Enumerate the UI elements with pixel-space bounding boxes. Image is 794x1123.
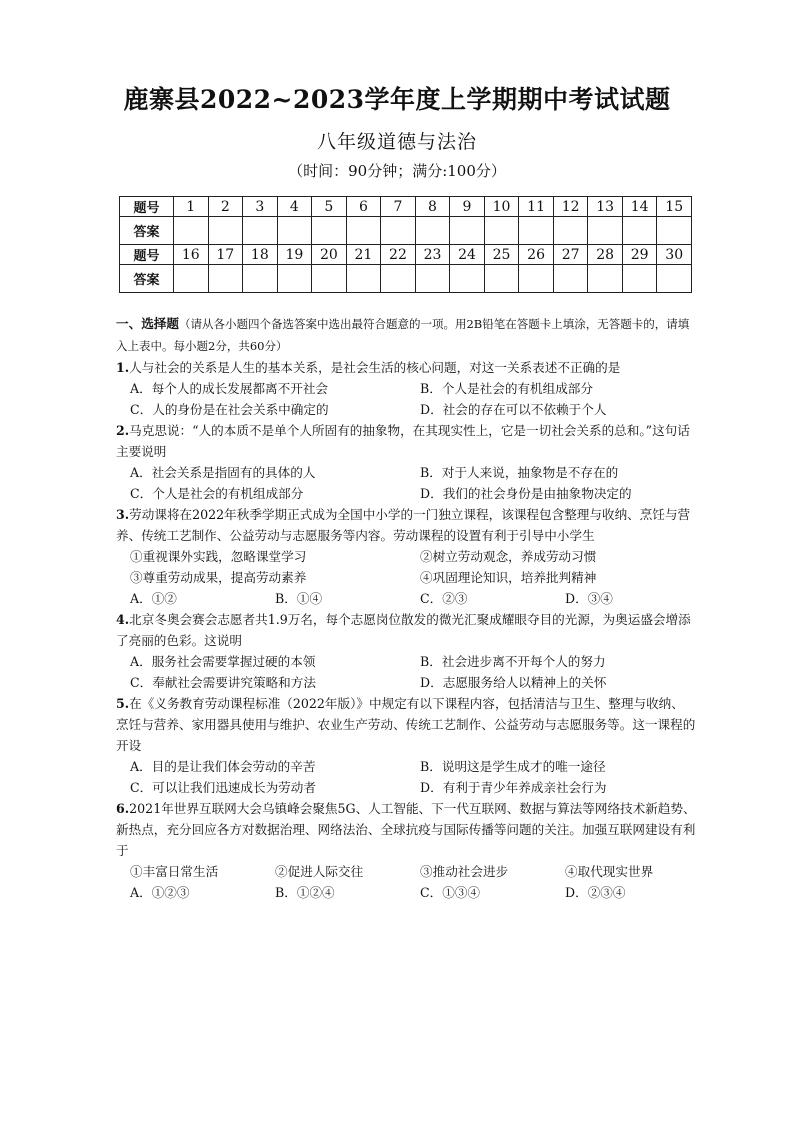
option-a[interactable]: A．目的是让我们体会劳动的辛苦 — [130, 759, 316, 774]
answer-cell[interactable] — [208, 217, 243, 245]
question-number-cell: 6 — [346, 197, 381, 217]
question-number-cell: 24 — [450, 245, 485, 265]
question-number-cell: 27 — [553, 245, 588, 265]
statement-list — [116, 546, 696, 588]
answer-cell[interactable] — [312, 217, 347, 245]
statement-item: ②树立劳动观念，养成劳动习惯 — [420, 549, 597, 564]
answer-cell[interactable] — [208, 265, 243, 293]
question-number-cell: 26 — [519, 245, 554, 265]
statement-item: ④巩固理论知识，培养批判精神 — [420, 570, 597, 585]
option-list — [116, 756, 696, 798]
answer-table-number-row — [120, 197, 692, 217]
question-4 — [116, 609, 696, 693]
option-c[interactable]: C．①③④ — [420, 885, 481, 900]
exam-subject: 八年级道德与法治 — [316, 131, 477, 153]
question-number-cell: 7 — [381, 197, 416, 217]
answer-table-answer-row — [120, 265, 692, 293]
statement-list — [116, 861, 696, 882]
option-b[interactable]: B．①②④ — [275, 885, 335, 900]
option-c[interactable]: C．可以让我们迅速成长为劳动者 — [130, 780, 316, 795]
statement-item: ①丰富日常生活 — [130, 864, 219, 879]
option-list — [116, 882, 696, 903]
question-text: 在《义务教育劳动课程标准（2022年版）》中规定有以下课程内容，包括清洁与卫生、整理与收纳、烹饪与营养、家用器具使用与维护、农业生产劳动、传统工艺制作、公益劳动与志愿服务等。这一课程的开设 — [116, 696, 696, 753]
option-b[interactable]: B．对于人来说，抽象物是不存在的 — [420, 465, 619, 480]
question-number-cell: 1 — [174, 197, 209, 217]
question-number-cell: 5 — [312, 197, 347, 217]
question-number-cell: 4 — [277, 197, 312, 217]
row-label-answer: 答案 — [120, 265, 174, 293]
question-number-cell: 12 — [553, 197, 588, 217]
question-number: 1. — [116, 360, 130, 375]
option-list — [116, 588, 696, 609]
answer-cell[interactable] — [484, 265, 519, 293]
option-a[interactable]: A．服务社会需要掌握过硬的本领 — [130, 654, 316, 669]
question-number: 4. — [116, 612, 130, 627]
question-stem — [116, 609, 696, 651]
answer-cell[interactable] — [657, 217, 692, 245]
answer-cell[interactable] — [622, 217, 657, 245]
question-5 — [116, 693, 696, 798]
option-d[interactable]: D．有利于青少年养成亲社会行为 — [420, 780, 607, 795]
row-label-answer: 答案 — [120, 217, 174, 245]
answer-cell[interactable] — [657, 265, 692, 293]
statement-item: ①重视课外实践，忽略课堂学习 — [130, 549, 307, 564]
question-number: 6. — [116, 801, 130, 816]
row-label-number: 题号 — [120, 245, 174, 265]
option-list — [116, 651, 696, 693]
answer-cell[interactable] — [484, 217, 519, 245]
question-number-cell: 30 — [657, 245, 692, 265]
question-number-cell: 10 — [484, 197, 519, 217]
question-3 — [116, 504, 696, 609]
exam-content — [116, 313, 696, 903]
answer-table-number-row — [120, 245, 692, 265]
question-number-cell: 3 — [243, 197, 278, 217]
question-number-cell: 28 — [588, 245, 623, 265]
answer-cell[interactable] — [519, 217, 554, 245]
answer-cell[interactable] — [450, 265, 485, 293]
answer-cell[interactable] — [553, 265, 588, 293]
question-number-cell: 9 — [450, 197, 485, 217]
question-1 — [116, 357, 696, 420]
option-c[interactable]: C．个人是社会的有机组成部分 — [130, 486, 304, 501]
question-stem — [116, 693, 696, 756]
question-number-cell: 13 — [588, 197, 623, 217]
answer-cell[interactable] — [381, 265, 416, 293]
answer-cell[interactable] — [519, 265, 554, 293]
statement-item: ④取代现实世界 — [565, 864, 654, 879]
option-b[interactable]: B．说明这是学生成才的唯一途径 — [420, 759, 606, 774]
exam-time-score: （时间：90分钟；满分:100分） — [288, 162, 506, 180]
question-6 — [116, 798, 696, 903]
question-stem — [116, 798, 696, 861]
question-stem — [116, 504, 696, 546]
option-a[interactable]: A．每个人的成长发展都离不开社会 — [130, 381, 329, 396]
question-2 — [116, 420, 696, 504]
option-b[interactable]: B．个人是社会的有机组成部分 — [420, 381, 593, 396]
question-number-cell: 29 — [622, 245, 657, 265]
answer-cell[interactable] — [243, 265, 278, 293]
answer-cell[interactable] — [174, 217, 209, 245]
option-a[interactable]: A．①②③ — [130, 885, 190, 900]
section-title: 一、选择题 — [116, 316, 179, 331]
statement-item: ③推动社会进步 — [420, 864, 509, 879]
question-number-cell: 20 — [312, 245, 347, 265]
option-d[interactable]: D．志愿服务给人以精神上的关怀 — [420, 675, 607, 690]
answer-cell[interactable] — [381, 217, 416, 245]
option-a[interactable]: A．社会关系是指固有的具体的人 — [130, 465, 316, 480]
option-list — [116, 378, 696, 420]
row-label-number: 题号 — [120, 197, 174, 217]
option-b[interactable]: B．①④ — [275, 591, 323, 606]
question-number: 5. — [116, 696, 130, 711]
question-number: 3. — [116, 507, 130, 522]
question-number-cell: 8 — [415, 197, 450, 217]
answer-cell[interactable] — [312, 265, 347, 293]
question-number-cell: 14 — [622, 197, 657, 217]
question-number-cell: 15 — [657, 197, 692, 217]
question-text: 北京冬奥会赛会志愿者共1.9万名，每个志愿岗位散发的微光汇聚成耀眼夺目的光源，为奥运盛会增添了亮丽的色彩。这说明 — [116, 612, 691, 648]
question-number-cell: 19 — [277, 245, 312, 265]
answer-cell[interactable] — [277, 217, 312, 245]
answer-table — [119, 196, 692, 293]
answer-cell[interactable] — [243, 217, 278, 245]
section-instructions: （请从各小题四个备选答案中选出最符合题意的一项。用2B铅笔在答题卡上填涂，无答题卡的，请填入上表中。每小题2分，共60分） — [116, 317, 690, 353]
statement-item: ②促进人际交往 — [275, 864, 364, 879]
question-number: 2. — [116, 423, 130, 438]
question-number-cell: 22 — [381, 245, 416, 265]
answer-cell[interactable] — [622, 265, 657, 293]
option-b[interactable]: B．社会进步离不开每个人的努力 — [420, 654, 606, 669]
question-text: 人与社会的关系是人生的基本关系，是社会生活的核心问题，对这一关系表述不正确的是 — [129, 360, 621, 375]
answer-cell[interactable] — [277, 265, 312, 293]
answer-cell[interactable] — [588, 217, 623, 245]
option-list — [116, 462, 696, 504]
question-text: 马克思说：“人的本质不是单个人所固有的抽象物，在其现实性上，它是一切社会关系的总和。”这句话主要说明 — [116, 423, 690, 459]
question-number-cell: 16 — [174, 245, 209, 265]
option-d[interactable]: D．③④ — [565, 591, 613, 606]
question-text: 2021年世界互联网大会乌镇峰会聚焦5G、人工智能、下一代互联网、数据与算法等网络技术新趋势、新热点，充分回应各方对数据治理、网络法治、全球抗疫与国际传播等问题的关注。加强互联网建设有利于 — [116, 801, 696, 858]
answer-cell[interactable] — [346, 265, 381, 293]
answer-cell[interactable] — [415, 265, 450, 293]
answer-table-answer-row — [120, 217, 692, 245]
question-number-cell: 18 — [243, 245, 278, 265]
question-number-cell: 17 — [208, 245, 243, 265]
option-c[interactable]: C．人的身份是在社会关系中确定的 — [130, 402, 329, 417]
option-c[interactable]: C．奉献社会需要讲究策略和方法 — [130, 675, 316, 690]
option-c[interactable]: C．②③ — [420, 591, 468, 606]
question-number-cell: 2 — [208, 197, 243, 217]
option-d[interactable]: D．我们的社会身份是由抽象物决定的 — [420, 486, 632, 501]
question-stem — [116, 420, 696, 462]
answer-cell[interactable] — [450, 217, 485, 245]
statement-item: ③尊重劳动成果，提高劳动素养 — [130, 570, 307, 585]
answer-cell[interactable] — [415, 217, 450, 245]
section-header — [116, 313, 696, 357]
question-stem — [116, 357, 696, 378]
answer-cell[interactable] — [588, 265, 623, 293]
question-number-cell: 25 — [484, 245, 519, 265]
question-text: 劳动课将在2022年秋季学期正式成为全国中小学的一门独立课程，该课程包含整理与收纳、烹饪与营养、传统工艺制作、公益劳动与志愿服务等内容。劳动课程的设置有利于引导中小学生 — [116, 507, 691, 543]
question-number-cell: 23 — [415, 245, 450, 265]
answer-cell[interactable] — [346, 217, 381, 245]
answer-cell[interactable] — [174, 265, 209, 293]
answer-cell[interactable] — [553, 217, 588, 245]
option-d[interactable]: D．②③④ — [565, 885, 626, 900]
exam-title: 鹿寨县2022~2023学年度上学期期中考试试题 — [123, 85, 671, 114]
question-number-cell: 21 — [346, 245, 381, 265]
option-d[interactable]: D．社会的存在可以不依赖于个人 — [420, 402, 607, 417]
question-number-cell: 11 — [519, 197, 554, 217]
option-a[interactable]: A．①② — [130, 591, 177, 606]
